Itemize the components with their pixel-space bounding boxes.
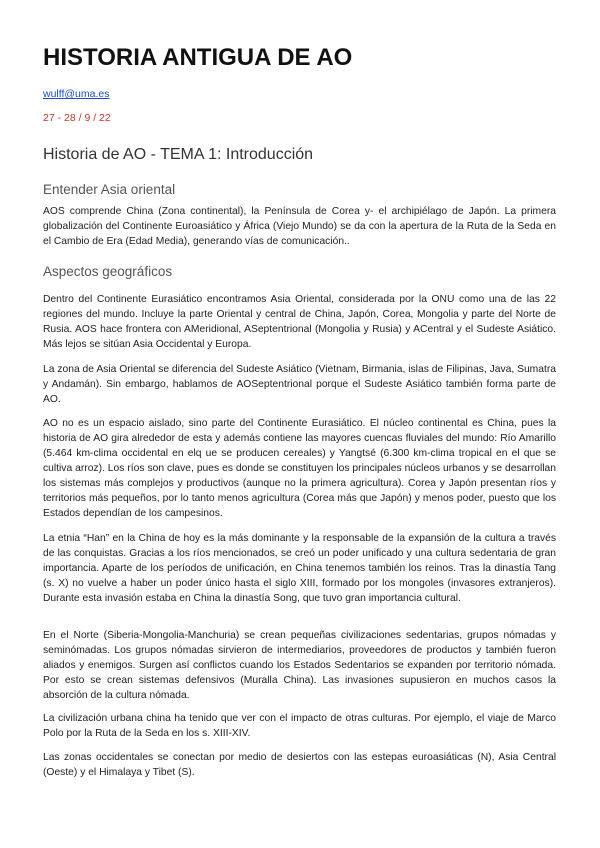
- paragraph-aspectos-7: Las zonas occidentales se conectan por medio de desiertos con las estepas euroasiáticas (N), Asia Central (Oeste) y el Himalaya y Tibet (S).: [43, 752, 556, 778]
- section-heading-entender: Entender Asia oriental: [43, 182, 176, 197]
- paragraph-aspectos-5: En el Norte (Siberia-Mongolia-Manchuria) se crean pequeñas civilizaciones sedentarias, grupos nómadas y seminómadas. Los grupos nómadas sirvieron de intermediarios, proveedores de productos y también fueron aliados y enemigos. Surgen así conflictos cuando los Estados Sedentarios se expanden por territorio nómada. Por esto se crean sistemas defensivos (Muralla China). Las invasiones supusieron en muchos casos la absorción de la cultura nómada.: [43, 630, 556, 701]
- paragraph-aspectos-4: La etnia “Han” en la China de hoy es la más dominante y la responsable de la expansión de la cultura a través de las conquistas. Gracias a los ríos mencionados, se creó un poder unificado y una cultura sedentaria de gran importancia. Aparte de los períodos de unificación, en China tenemos también los reinos. Tras la dinastía Tang (s. X) no vuelve a haber un poder único hasta el siglo XIII, formado por los mongoles (invasores extranjeros). Durante esta invasión estaba en China la dinastía Song, que tuvo gran importancia cultural.: [43, 533, 556, 604]
- author-email-link[interactable]: wulff@uma.es: [43, 88, 110, 100]
- paragraph-aspectos-6: La civilización urbana china ha tenido que ver con el impacto de otras culturas. Por ejemplo, el viaje de Marco Polo por la Ruta de la Seda en los s. XIII-XIV.: [43, 713, 556, 739]
- document-title: HISTORIA ANTIGUA DE AO: [43, 44, 353, 71]
- paragraph-aspectos-3: AO no es un espacio aislado, sino parte del Continente Eurasiático. El núcleo continental es China, pues la historia de AO gira alrededor de esta y además contiene las mayores cuencas fluviales del mundo: Río Amarillo (5.464 km-clima occidental en elq ue se producen cereales) y Yangtsé (6.300 km-clima tropical en el que se cultiva arroz). Los ríos son clave, pues es donde se constituyen los principales núcleos urbanos y se desarrollan los sistemas más complejos y productivos (aunque no la primera agricultura). Corea y Japón presentan ríos y territorios más pequeños, por lo tanto menos agricultura (Corea más que Japón) y menos poder, puesto que los Estados dependían de los campesinos.: [43, 418, 556, 519]
- paragraph-aspectos-2: La zona de Asia Oriental se diferencia del Sudeste Asiático (Vietnam, Birmania, islas de Filipinas, Java, Sumatra y Andamán). Sin embargo, hablamos de AOSeptentrional porque el Sudeste Asiático también forma parte de AO.: [43, 364, 556, 405]
- lesson-title: Historia de AO - TEMA 1: Introducción: [43, 146, 314, 163]
- paragraph-aspectos-1: Dentro del Continente Eurasiático encontramos Asia Oriental, considerada por la ONU como una de las 22 regiones del mundo. Incluye la parte Oriental y central de China, Japón, Corea, Mongolia y parte del Norte de Rusia. AOS hace frontera con AMeridional, ASeptentrional (Mongolia y Rusia) y ACentral y el Sudeste Asiático. Más lejos se sitúan Asia Occidental y Europa.: [43, 294, 556, 350]
- section-heading-aspectos: Aspectos geográficos: [43, 264, 173, 279]
- paragraph-entender: AOS comprende China (Zona continental), la Península de Corea y- el archipiélago de Japón. La primera globalización del Continente Euroasiático y África (Viejo Mundo) se da con la apertura de la Ruta de la Seda en el Cambio de Era (Edad Media), generando vías de comunicación..: [43, 206, 556, 247]
- date-label: 27 - 28 / 9 / 22: [43, 112, 111, 124]
